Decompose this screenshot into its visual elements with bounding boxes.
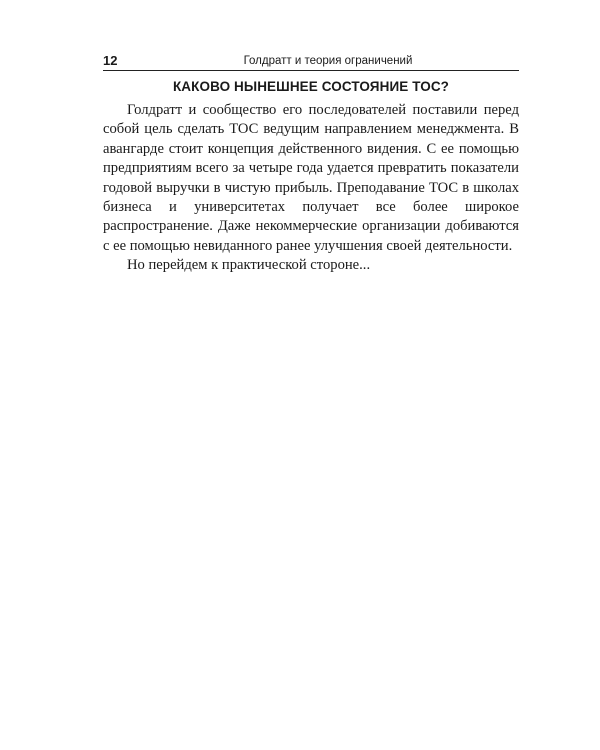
page-number: 12	[103, 53, 118, 68]
section-heading: КАКОВО НЫНЕШНЕЕ СОСТОЯНИЕ ТОС?	[172, 79, 450, 94]
running-header	[103, 52, 519, 71]
paragraph: Голдратт и сообщество его последователей поставили перед собой цель сделать ТОС ведущим направлением менеджмента. В авангарде стоит концепция действенного видения. С ее помощью предприятиям всего за четыре года удается превратить показатели годовой выручки в чистую прибыль. Преподавание ТОС в школах бизнеса и университетах получает все более широкое распространение. Даже некоммерческие организации добиваются с ее помощью невиданного ранее улучшения своей деятельности.	[103, 102, 519, 254]
paragraph: Но перейдем к практической стороне...	[127, 257, 371, 274]
body-text	[103, 101, 519, 276]
running-title: Голдратт и теория ограничений	[243, 55, 413, 67]
